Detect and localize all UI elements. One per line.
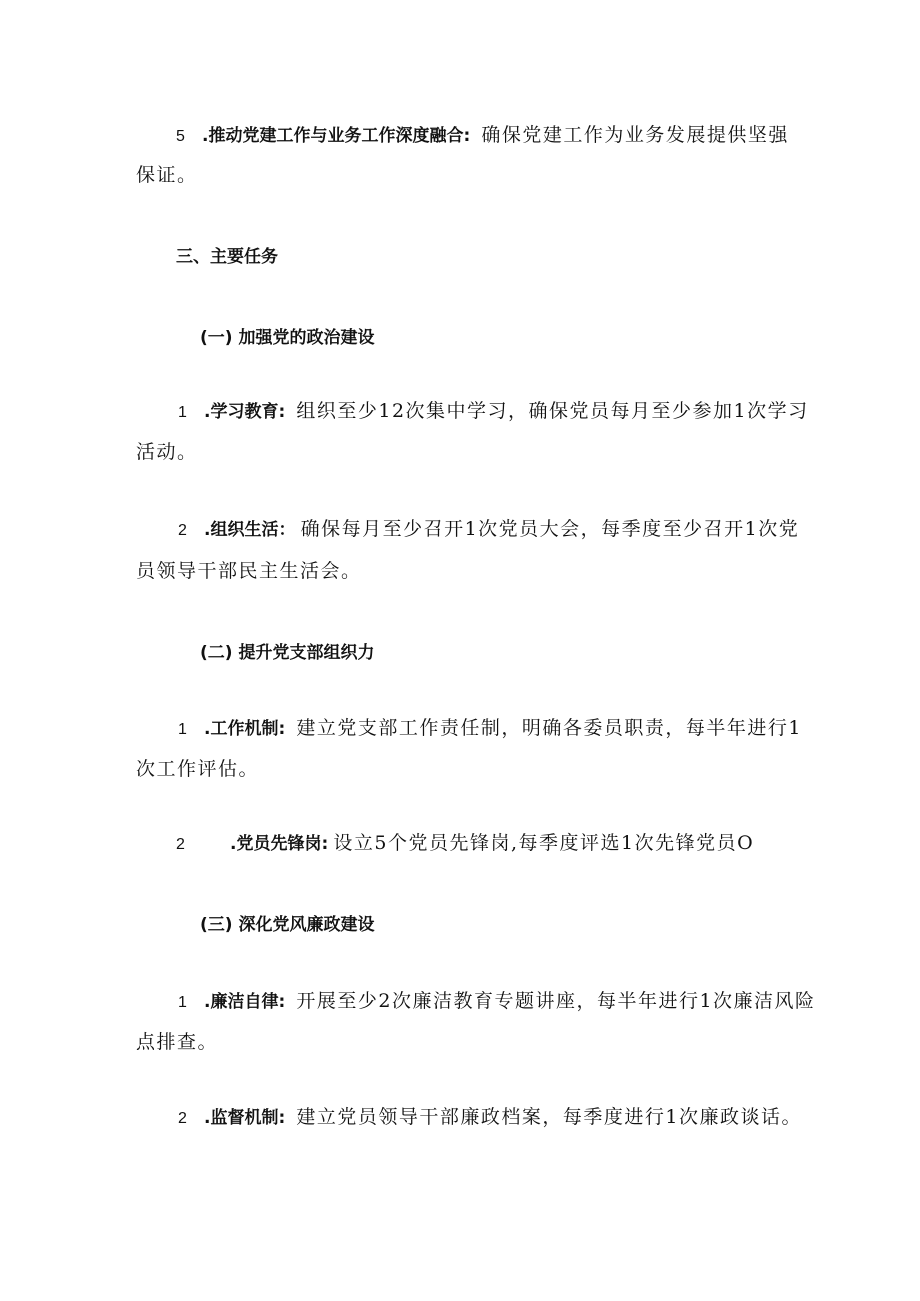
item-text: 建立党员领导干部廉政档案，每季度进行1次廉政谈话。: [296, 1106, 802, 1128]
item-label: .推动党建工作与业务工作深度融合:: [202, 126, 471, 146]
item-text: 组织至少12次集中学习，确保党员每月至少参加1次学习: [296, 400, 809, 422]
item-number: 1: [178, 721, 187, 738]
s3-item-2-line-1: [178, 1108, 802, 1127]
subsection-heading-3: (三) 深化党风廉政建设: [200, 915, 375, 935]
item-5-line-2: 保证。: [136, 164, 198, 186]
section-heading: 三、主要任务: [176, 247, 278, 267]
subsection-heading-1: (一) 加强党的政治建设: [200, 328, 375, 348]
item-label: .廉洁自律:: [204, 992, 286, 1012]
item-label: .党员先锋岗:: [230, 834, 329, 854]
s3-item-1-line-1: [178, 992, 816, 1011]
s1-item-2-line-2: 员领导干部民主生活会。: [136, 560, 362, 582]
item-number: 1: [178, 404, 187, 421]
item-label: .工作机制:: [204, 719, 286, 739]
item-number: 2: [178, 522, 187, 539]
item-text: 开展至少2次廉洁教育专题讲座，每半年进行1次廉洁风险: [296, 990, 816, 1012]
item-text: 确保党建工作为业务发展提供坚强: [481, 124, 789, 146]
item-5-line-1: [176, 126, 789, 145]
item-text: 设立5个党员先锋岗,每季度评选1次先锋党员O: [333, 832, 755, 854]
s1-item-2-line-1: [178, 520, 799, 539]
item-text: 建立党支部工作责任制，明确各委员职责，每半年进行1: [296, 717, 802, 739]
item-number: 5: [176, 128, 185, 145]
s2-item-1-line-1: [178, 719, 802, 738]
s2-item-2-line-1: [176, 834, 754, 853]
subsection-heading-2: (二) 提升党支部组织力: [200, 643, 375, 663]
item-label: .学习教育:: [204, 402, 286, 422]
item-text: 确保每月至少召开1次党员大会，每季度至少召开1次党: [300, 518, 800, 540]
s1-item-1-line-2: 活动。: [136, 441, 198, 463]
s2-item-1-line-2: 次工作评估。: [136, 758, 260, 780]
item-number: 2: [178, 1110, 187, 1127]
s1-item-1-line-1: [178, 402, 809, 421]
s3-item-1-line-2: 点排查。: [136, 1031, 219, 1053]
item-number: 2: [176, 836, 185, 853]
item-label: .组织生活：: [204, 520, 296, 540]
item-number: 1: [178, 994, 187, 1011]
item-label: .监督机制:: [204, 1108, 286, 1128]
